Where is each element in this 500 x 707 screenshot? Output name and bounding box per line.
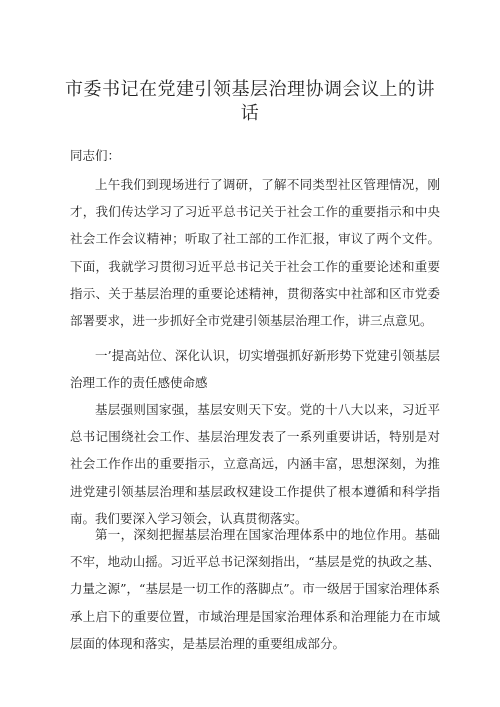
document-title: 市委书记在党建引领基层治理协调会议上的讲话 <box>65 79 435 124</box>
greeting: 同志们： <box>70 148 121 163</box>
paragraph-grassroots: 基层强则国家强，基层安则天下安。党的十八大以来，习近平总书记围绕社会工作、基层治理发表了一系列重要讲话，特别是对社会工作作出的重要指示，立意高远，内涵丰富，思想深刻，为推进党建引领基层治理和基层政权建设工作提供了根本遵循和科学指南。我们要深入学习领会，认真贯彻落实。 <box>70 402 440 526</box>
paragraph-first-point: 第一，深刻把握基层治理在国家治理体系中的地位作用。基础不牢，地动山摇。习近平总书记深刻指出，“基层是党的执政之基、力量之源”，“基层是一切工作的落脚点”。市一级居于国家治理体系承上启下的重要位置，市域治理是国家治理体系和治理能力在市域层面的体现和落实，是基层治理的重要组成部分。 <box>70 527 440 651</box>
paragraph-intro: 上午我们到现场进行了调研，了解不同类型社区管理情况，刚才，我们传达学习了习近平总书记关于社会工作的重要指示和中央社会工作会议精神；听取了社工部的工作汇报，审议了两个文件。下面，我就学习贯彻习近平总书记关于社会工作的重要论述和重要指示、关于基层治理的重要论述精神，贯彻落实中社部和区市党委部署要求，进一步抓好全市党建引领基层治理工作，讲三点意见。 <box>70 177 440 329</box>
section-heading-one: 一’提高站位、深化认识，切实增强抓好新形势下党建引领基层治理工作的责任感使命感 <box>70 348 440 391</box>
